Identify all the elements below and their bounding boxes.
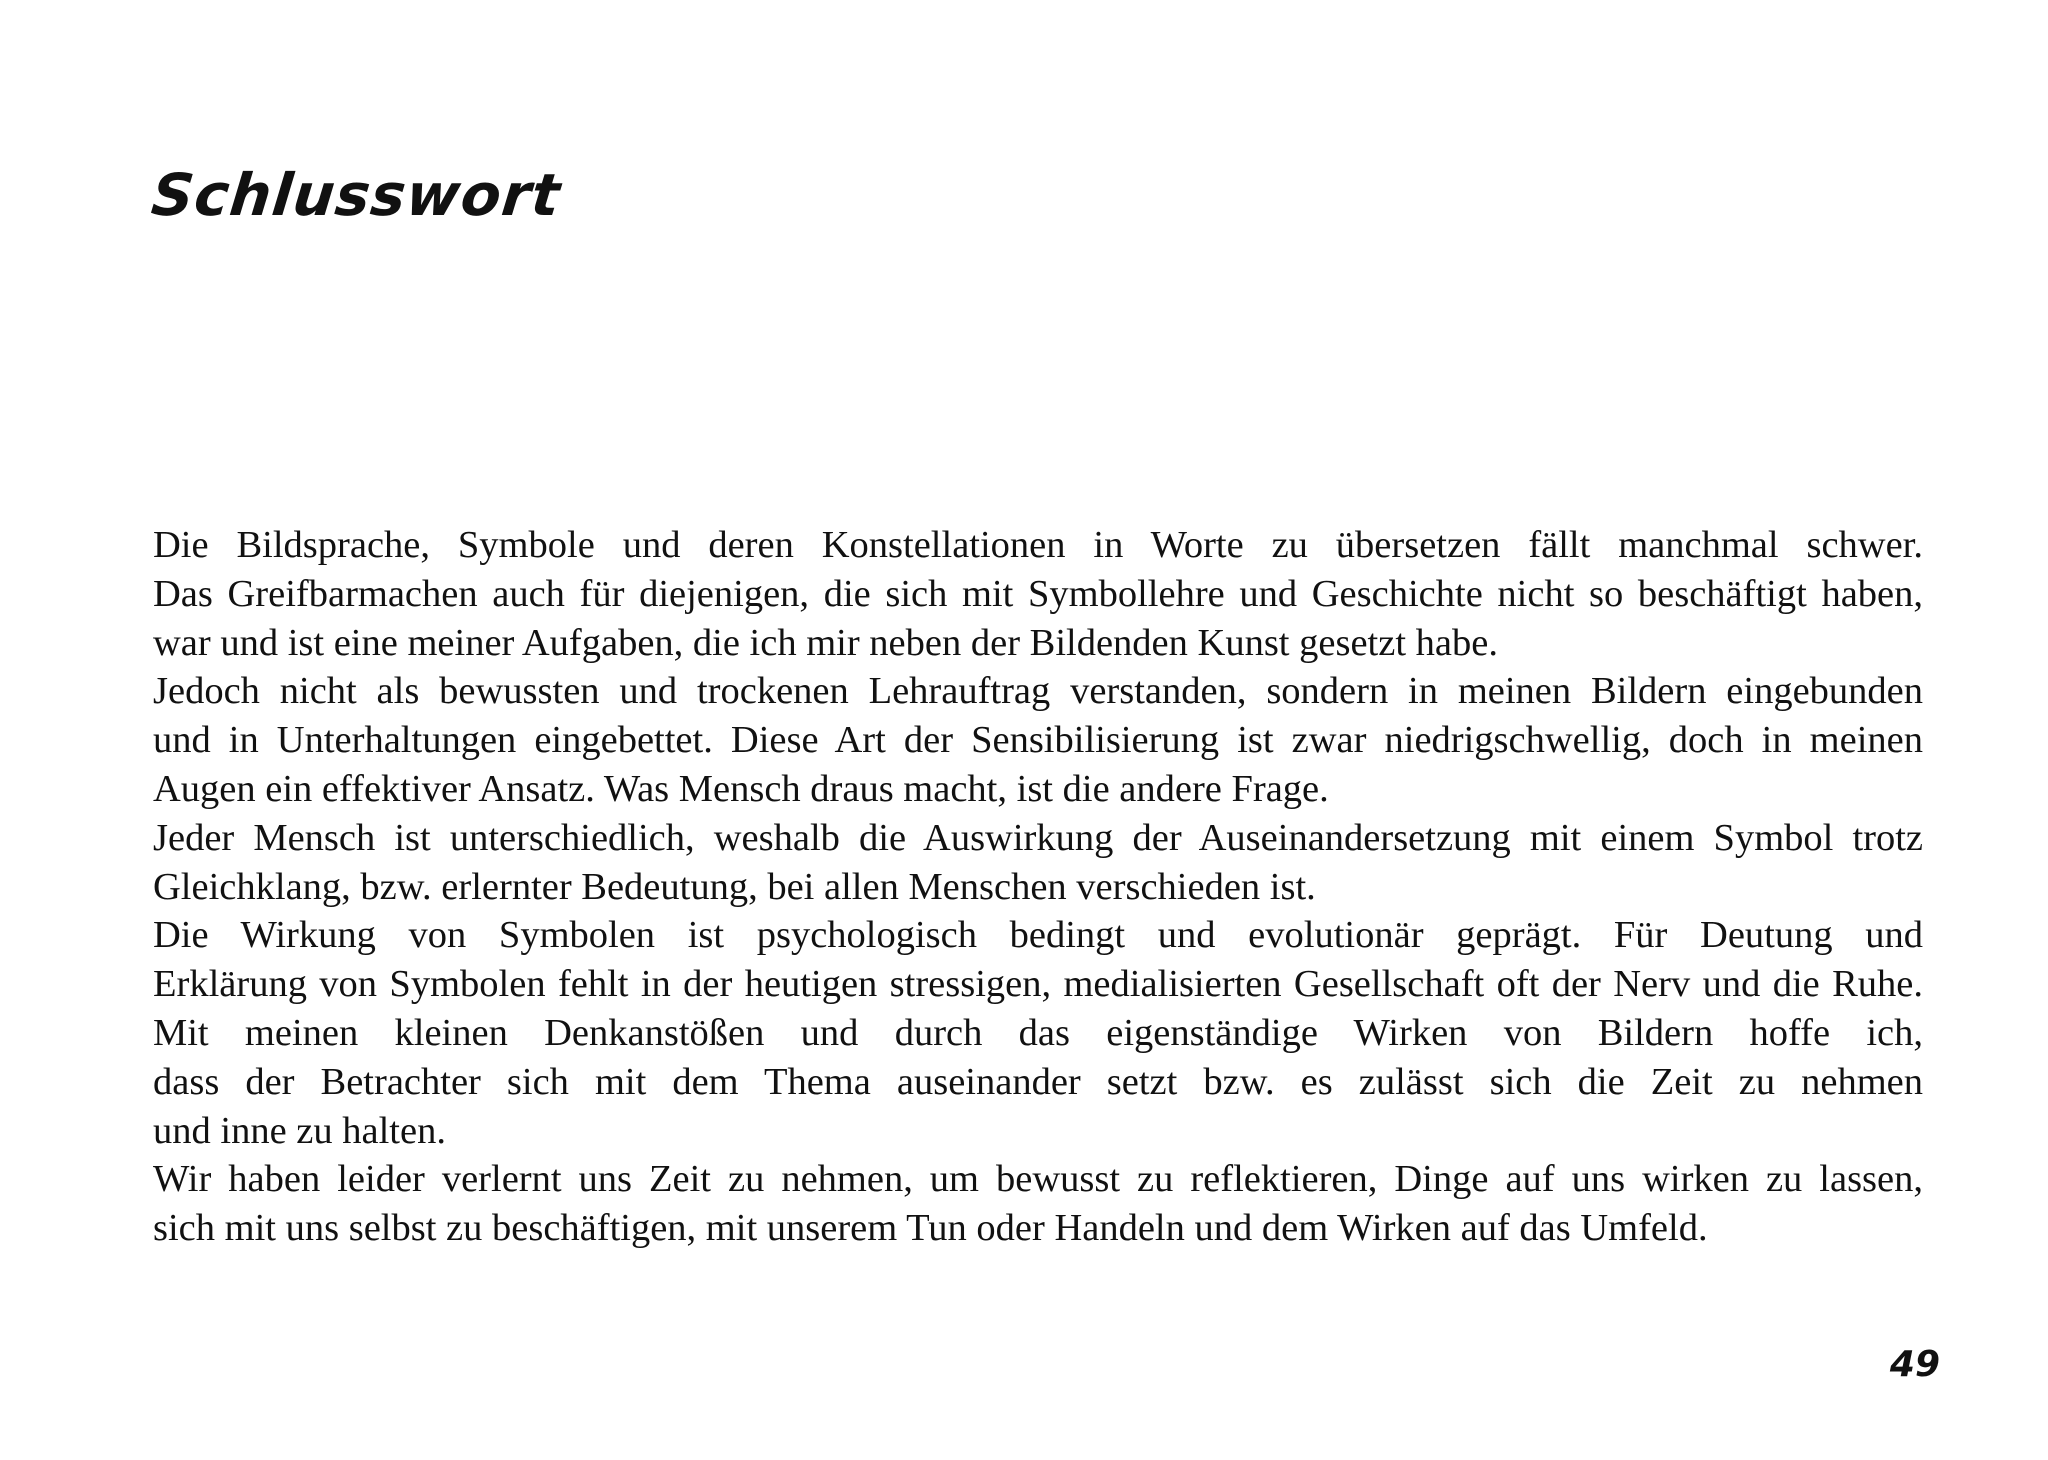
text-line: Wir haben leider verlernt uns Zeit zu nehmen, um bewusst zu reflektieren, Dinge auf uns wirken zu lassen, — [153, 1158, 1923, 1201]
text-line: Erklärung von Symbolen fehlt in der heutigen stressigen, medialisierten Gesellschaft oft der Nerv und die Ruhe. — [153, 963, 1923, 1006]
paragraph — [153, 521, 1923, 667]
text-line: Jedoch nicht als bewussten und trockenen Lehrauftrag verstanden, sondern in meinen Bildern eingebunden — [153, 670, 1923, 713]
page-number: 49 — [1889, 1344, 1940, 1385]
page-title: Schlusswort — [148, 161, 564, 229]
text-line: und inne zu halten. — [153, 1109, 446, 1152]
body-text — [153, 521, 1923, 1253]
paragraph — [153, 814, 1923, 912]
text-line: Das Greifbarmachen auch für diejenigen, die sich mit Symbollehre und Geschichte nicht so beschäftigt haben, — [153, 572, 1923, 615]
text-line: Die Wirkung von Symbolen ist psychologisch bedingt und evolutionär geprägt. Für Deutung und — [153, 914, 1923, 957]
text-line: Mit meinen kleinen Denkanstößen und durch das eigenständige Wirken von Bildern hoffe ich, — [153, 1011, 1923, 1054]
paragraph — [153, 667, 1923, 813]
text-line: dass der Betrachter sich mit dem Thema auseinander setzt bzw. es zulässt sich die Zeit zu nehmen — [153, 1060, 1923, 1103]
text-line: Augen ein effektiver Ansatz. Was Mensch draus macht, ist die andere Frage. — [153, 767, 1329, 810]
text-line: Gleichklang, bzw. erlernter Bedeutung, bei allen Menschen verschieden ist. — [153, 865, 1316, 908]
text-line: Die Bildsprache, Symbole und deren Konstellationen in Worte zu übersetzen fällt manchmal schwer. — [153, 524, 1923, 566]
text-line: Jeder Mensch ist unterschiedlich, weshalb die Auswirkung der Auseinandersetzung mit einem Symbol trotz — [153, 816, 1923, 859]
text-line: und in Unterhaltungen eingebettet. Diese Art der Sensibilisierung ist zwar niedrigschwellig, doch in meinen — [153, 719, 1923, 762]
paragraph — [153, 911, 1923, 1155]
text-line: war und ist eine meiner Aufgaben, die ich mir neben der Bildenden Kunst gesetzt habe. — [153, 621, 1498, 664]
text-line: sich mit uns selbst zu beschäftigen, mit unserem Tun oder Handeln und dem Wirken auf das Umfeld. — [153, 1207, 1708, 1250]
paragraph — [153, 1155, 1923, 1253]
